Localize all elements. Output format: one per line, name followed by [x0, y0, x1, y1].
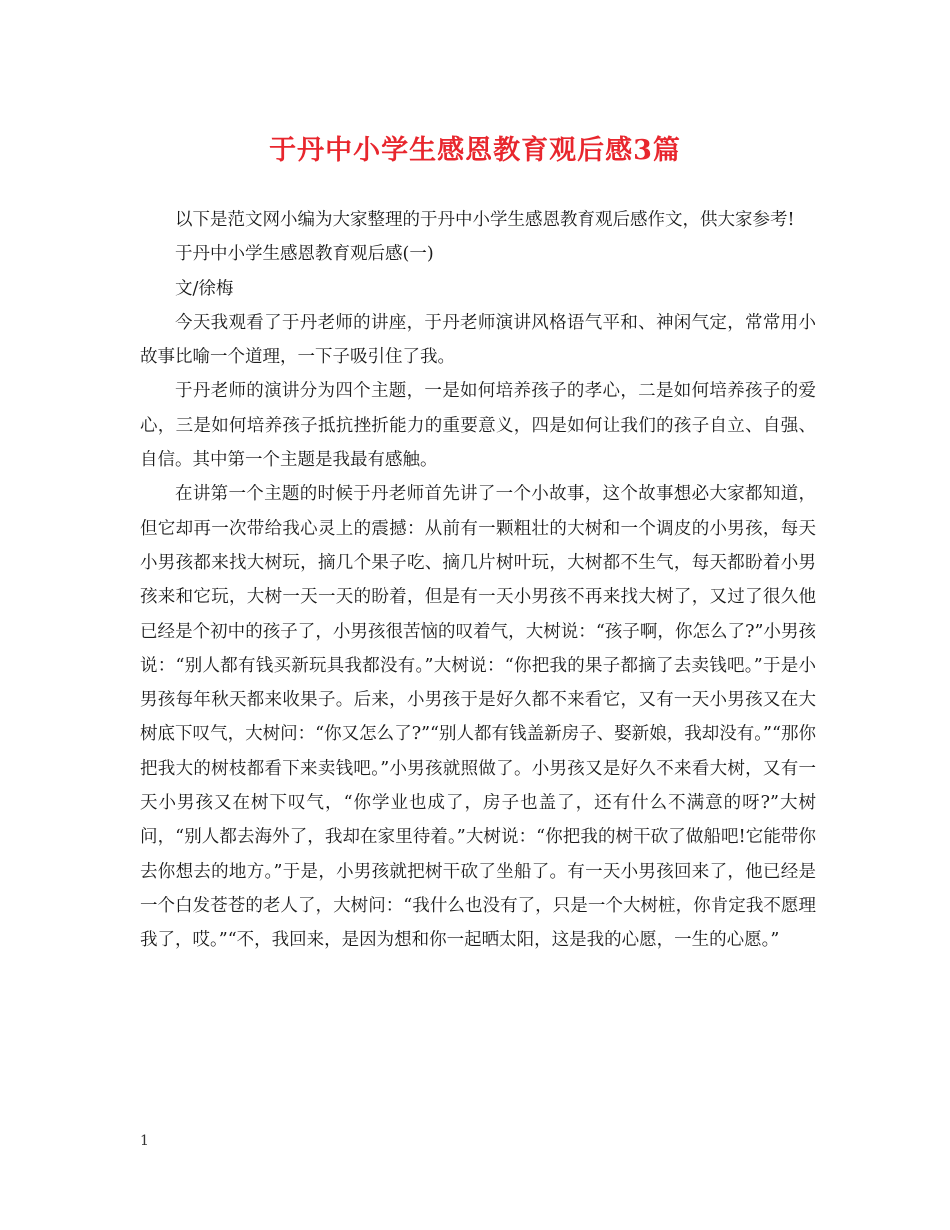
document-body [140, 203, 816, 958]
page-number: 1 [140, 1133, 149, 1149]
document-title: 于丹中小学生感恩教育观后感3篇 [269, 135, 681, 166]
author-line: 文/徐梅 [175, 278, 234, 299]
intro-paragraph: 以下是范文网小编为大家整理的于丹中小学生感恩教育观后感作文，供大家参考! [175, 210, 795, 230]
body-paragraph: 于丹老师的演讲分为四个主题，一是如何培养孩子的孝心，二是如何培养孩子的爱心，三是如何培养孩子抵抗挫折能力的重要意义，四是如何让我们的孩子自立、自强、自信。其中第一个主题是我最有感触。 [140, 381, 816, 471]
section-heading: 于丹中小学生感恩教育观后感(一) [175, 244, 434, 265]
story-paragraph: 在讲第一个主题的时候于丹老师首先讲了一个小故事，这个故事想必大家都知道，但它却再一次带给我心灵上的震撼：从前有一颗粗壮的大树和一个调皮的小男孩，每天小男孩都来找大树玩，摘几个果子吃、摘几片树叶玩，大树都不生气，每天都盼着小男孩来和它玩，大树一天一天的盼着，但是有一天小男孩不再来找大树了，又过了很久他已经是个初中的孩子了，小男孩很苦恼的叹着气，大树说：“孩子啊，你怎么了?”小男孩说：“别人都有钱买新玩具我都没有。”大树说：“你把我的果子都摘了去卖钱吧。”于是小男孩每年秋天都来收果子。后来，小男孩于是好久都不来看它，又有一天小男孩又在大树底下叹气，大树问：“你又怎么了?”“别人都有钱盖新房子、娶新娘，我却没有。”“那你把我大的树枝都看下来卖钱吧。”小男孩就照做了。小男孩又是好久不来看大树，又有一天小男孩又在树下叹气，“你学业也成了，房子也盖了，还有什么不满意的呀?”大树问，“别人都去海外了，我却在家里待着。”大树说：“你把我的树干砍了做船吧!它能带你去你想去的地方。”于是，小男孩就把树干砍了坐船了。有一天小男孩回来了，他已经是一个白发苍苍的老人了，大树问：“我什么也没有了，只是一个大树桩，你肯定我不愿理我了，哎。”“不，我回来，是因为想和你一起晒太阳，这是我的心愿，一生的心愿。” [140, 484, 816, 951]
body-paragraph: 今天我观看了于丹老师的讲座，于丹老师演讲风格语气平和、神闲气定，常常用小故事比喻一个道理，一下子吸引住了我。 [140, 312, 816, 368]
